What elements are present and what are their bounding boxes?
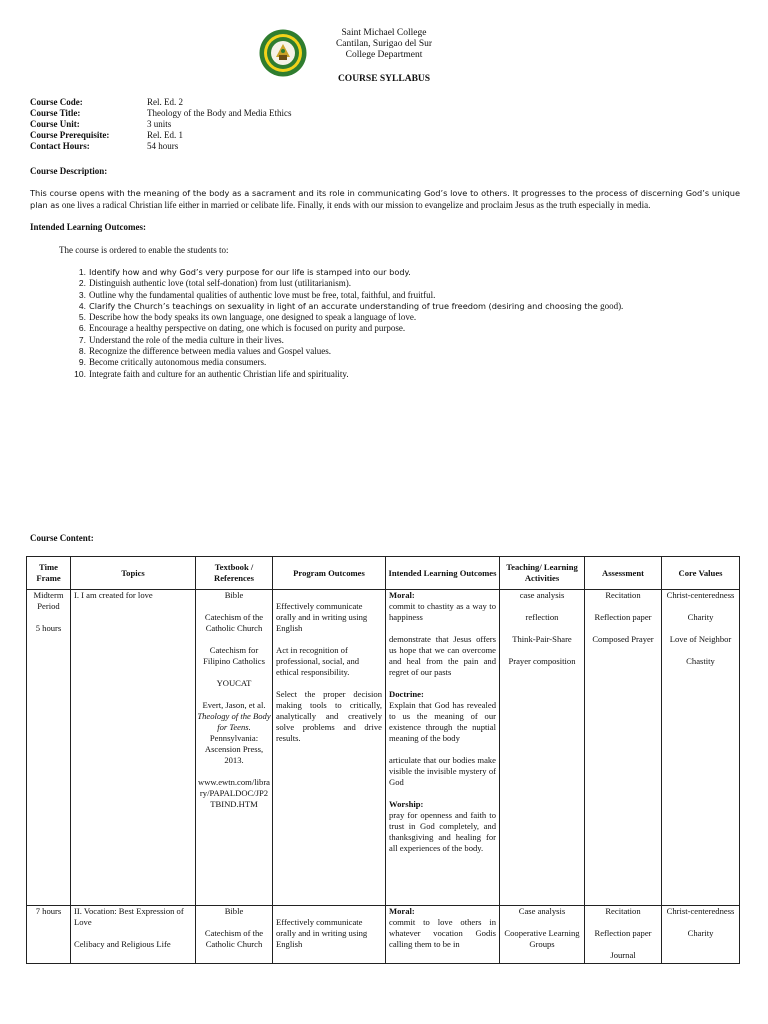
outcome-item bbox=[70, 278, 623, 289]
info-label: Course Unit: bbox=[30, 119, 80, 129]
info-value: Rel. Ed. 1 bbox=[147, 130, 183, 140]
info-value: 54 hours bbox=[147, 141, 179, 151]
program-outcome-item: Select the proper decision making tools to critically, analytically and creatively solve problems and drive results. bbox=[276, 689, 382, 743]
column-header: Intended Learning Outcomes bbox=[386, 557, 500, 590]
ilo-item: commit to love others in whatever vocation Godis calling them to be in bbox=[389, 917, 496, 949]
activity-item: Cooperative Learning Groups bbox=[504, 928, 580, 949]
core-values-cell bbox=[662, 906, 740, 964]
reference-book-title-text: Theology of the Body for Teens. bbox=[197, 711, 271, 732]
assessment-cell bbox=[585, 906, 662, 964]
references-cell bbox=[196, 906, 273, 964]
course-content-heading: Course Content: bbox=[30, 533, 94, 543]
ilo-item: Explain that God has revealed to us the meaning of our existence through the nuptial meaning of the body bbox=[389, 700, 496, 743]
outcome-text: Outline why the fundamental qualities of authentic love must be free, total, faithful, and fruitful. bbox=[89, 289, 436, 300]
info-label: Contact Hours: bbox=[30, 141, 90, 151]
program-outcome-item: Act in recognition of professional, social, and ethical responsibility. bbox=[276, 645, 360, 677]
outcome-number: 4. bbox=[78, 300, 86, 311]
course-info-row bbox=[30, 119, 291, 130]
core-value-item: Charity bbox=[687, 612, 714, 622]
outcome-item bbox=[70, 357, 623, 368]
outcome-text: Understand the role of the media culture in their lives. bbox=[89, 334, 284, 345]
outcomes-heading: Intended Learning Outcomes: bbox=[30, 222, 147, 232]
intended-outcomes-cell bbox=[386, 906, 500, 964]
time-frame-period: Midterm Period bbox=[33, 590, 64, 611]
info-label: Course Title: bbox=[30, 108, 81, 118]
info-value: 3 units bbox=[147, 119, 172, 129]
course-description-text bbox=[30, 188, 740, 211]
worship-label: Worship: bbox=[389, 799, 424, 809]
outcome-item bbox=[70, 323, 623, 334]
outcome-item bbox=[70, 369, 623, 380]
column-header: Topics bbox=[71, 557, 196, 590]
activity-item: case analysis bbox=[519, 590, 565, 600]
reference-item: Bible bbox=[224, 906, 244, 916]
info-value: Theology of the Body and Media Ethics bbox=[147, 108, 292, 118]
column-header: Assessment bbox=[585, 557, 662, 590]
activities-cell bbox=[500, 590, 585, 906]
college-address: Cantilan, Surigao del Sur bbox=[335, 39, 433, 49]
ilo-item: commit to chastity as a way to happiness bbox=[389, 601, 496, 622]
syllabus-title: COURSE SYLLABUS bbox=[337, 74, 431, 84]
description-serif-part: one lives a radical Christian life either in married or celibate life. Finally, it ends with our mission to evangelize and proclaim Jesus as the truth especially in media. bbox=[61, 199, 651, 210]
outcome-number: 8. bbox=[78, 346, 86, 357]
outcome-number: 6. bbox=[78, 323, 86, 334]
outcome-number: 10. bbox=[74, 368, 86, 379]
outcome-item bbox=[70, 346, 623, 357]
outcome-text: Recognize the difference between media values and Gospel values. bbox=[89, 346, 331, 357]
outcome-number: 5. bbox=[78, 312, 86, 323]
outcomes-list bbox=[70, 267, 623, 380]
reference-item: Evert, Jason, et al. bbox=[202, 700, 266, 710]
outcome-item bbox=[70, 335, 623, 346]
topic-item: II. Vocation: Best Expression of Love bbox=[74, 906, 184, 927]
outcome-text: Integrate faith and culture for an authentic Christian life and spirituality. bbox=[89, 368, 349, 379]
activities-cell bbox=[500, 906, 585, 964]
references-cell bbox=[196, 590, 273, 906]
info-label: Course Code: bbox=[30, 97, 83, 107]
assessment-item: Journal bbox=[610, 950, 636, 960]
column-header: Core Values bbox=[662, 557, 740, 590]
reference-item: Catechism of the Catholic Church bbox=[204, 928, 264, 949]
intended-outcomes-cell bbox=[386, 590, 500, 906]
activity-item: reflection bbox=[525, 612, 559, 622]
outcome-number: 9. bbox=[78, 357, 86, 368]
core-value-item: Christ-centeredness bbox=[666, 590, 735, 600]
core-value-item: Chastity bbox=[686, 656, 715, 666]
core-value-item: Christ-centeredness bbox=[666, 906, 735, 916]
reference-item: YOUCAT bbox=[216, 678, 252, 688]
outcome-item bbox=[70, 290, 623, 301]
outcome-text: Encourage a healthy perspective on dating, one which is focused on purity and purpose. bbox=[89, 323, 406, 334]
doctrine-label: Doctrine: bbox=[389, 689, 424, 699]
topic-item: Celibacy and Religious Life bbox=[74, 939, 171, 949]
reference-item: Bible bbox=[224, 590, 244, 600]
moral-label: Moral: bbox=[389, 590, 415, 600]
college-department: College Department bbox=[345, 50, 423, 60]
ilo-item: demonstrate that Jesus offers us hope that we can overcome and heal from the pain and regret of our pasts bbox=[389, 634, 496, 677]
reference-item: Catechism of the Catholic Church bbox=[204, 612, 264, 633]
reference-item: Pennsylvania: Ascension Press, 2013. bbox=[204, 733, 264, 765]
outcome-item bbox=[70, 312, 623, 323]
core-value-item: Love of Neighbor bbox=[669, 634, 732, 644]
column-header: Time Frame bbox=[27, 557, 71, 590]
assessment-item: Recitation bbox=[605, 906, 641, 916]
core-value-item: Charity bbox=[687, 928, 714, 938]
outcome-text: Distinguish authentic love (total self-donation) from lust (utilitarianism). bbox=[89, 278, 351, 289]
reference-url: www.ewtn.com/library/PAPALDOC/JP2TBIND.HTM bbox=[198, 777, 270, 809]
outcome-text: Become critically autonomous media consumers. bbox=[89, 357, 267, 368]
topic-cell: I. I am created for love bbox=[71, 590, 196, 906]
course-info-row bbox=[30, 108, 291, 119]
table-row bbox=[27, 906, 740, 964]
activity-item: Case analysis bbox=[518, 906, 566, 916]
assessment-item: Reflection paper bbox=[594, 612, 652, 622]
outcomes-intro: The course is ordered to enable the students to: bbox=[59, 245, 229, 255]
course-info-row bbox=[30, 141, 291, 152]
program-outcomes-cell bbox=[273, 906, 386, 964]
ilo-item: pray for openness and faith to trust in God completely, and thanksgiving and healing for all experiences of the body. bbox=[389, 810, 496, 853]
info-value: Rel. Ed. 2 bbox=[147, 97, 183, 107]
course-description-heading: Course Description: bbox=[30, 166, 108, 176]
outcome-text-tail: good). bbox=[597, 300, 624, 311]
outcome-number: 1. bbox=[78, 267, 86, 277]
activity-item: Think-Pair-Share bbox=[512, 634, 572, 644]
core-values-cell bbox=[662, 590, 740, 906]
program-outcomes-cell bbox=[273, 590, 386, 906]
time-frame-cell bbox=[27, 590, 71, 906]
topic-cell bbox=[71, 906, 196, 964]
column-header: Program Outcomes bbox=[273, 557, 386, 590]
description-sans-part: This course opens with the meaning of the body as a sacrament and its role in communicating God’s love to others. It progresses to the process of discerning God’s unique plan as bbox=[30, 188, 740, 210]
course-info-row bbox=[30, 97, 291, 108]
program-outcome-item: Effectively communicate orally and in writing using English bbox=[276, 917, 368, 949]
outcome-item bbox=[70, 301, 623, 312]
program-outcome-item: Effectively communicate orally and in writing using English bbox=[276, 601, 368, 633]
column-header: Textbook / References bbox=[196, 557, 273, 590]
ilo-item: articulate that our bodies make visible the invisible mystery of God bbox=[389, 755, 496, 787]
course-info bbox=[30, 97, 291, 152]
assessment-item: Composed Prayer bbox=[592, 634, 654, 644]
reference-item: Catechism for Filipino Catholics bbox=[203, 645, 265, 666]
outcome-number: 2. bbox=[78, 278, 86, 289]
course-content-table bbox=[26, 556, 740, 964]
column-header: Teaching/ Learning Activities bbox=[500, 557, 585, 590]
moral-label: Moral: bbox=[389, 906, 415, 916]
college-header bbox=[0, 28, 768, 61]
outcome-number: 7. bbox=[78, 334, 86, 345]
outcome-item bbox=[70, 267, 623, 278]
table-row bbox=[27, 590, 740, 906]
outcome-number: 3. bbox=[78, 289, 86, 300]
time-frame-cell: 7 hours bbox=[27, 906, 71, 964]
table-header-row bbox=[27, 557, 740, 590]
outcome-text: Identify how and why God’s very purpose for our life is stamped into our body. bbox=[89, 267, 411, 277]
assessment-cell bbox=[585, 590, 662, 906]
outcome-text: Clarify the Church’s teachings on sexuality in light of an accurate understanding of true freedom (desiring and choosing the bbox=[89, 300, 598, 311]
course-info-row bbox=[30, 130, 291, 141]
college-name: Saint Michael College bbox=[341, 28, 427, 38]
reference-book-title bbox=[196, 711, 272, 733]
info-label: Course Prerequisite: bbox=[30, 130, 110, 140]
time-frame-hours: 5 hours bbox=[35, 623, 62, 633]
assessment-item: Reflection paper bbox=[594, 928, 652, 938]
outcome-text: Describe how the body speaks its own language, one designed to speak a language of love. bbox=[89, 312, 417, 323]
assessment-item: Recitation bbox=[605, 590, 641, 600]
activity-item: Prayer composition bbox=[508, 656, 576, 666]
